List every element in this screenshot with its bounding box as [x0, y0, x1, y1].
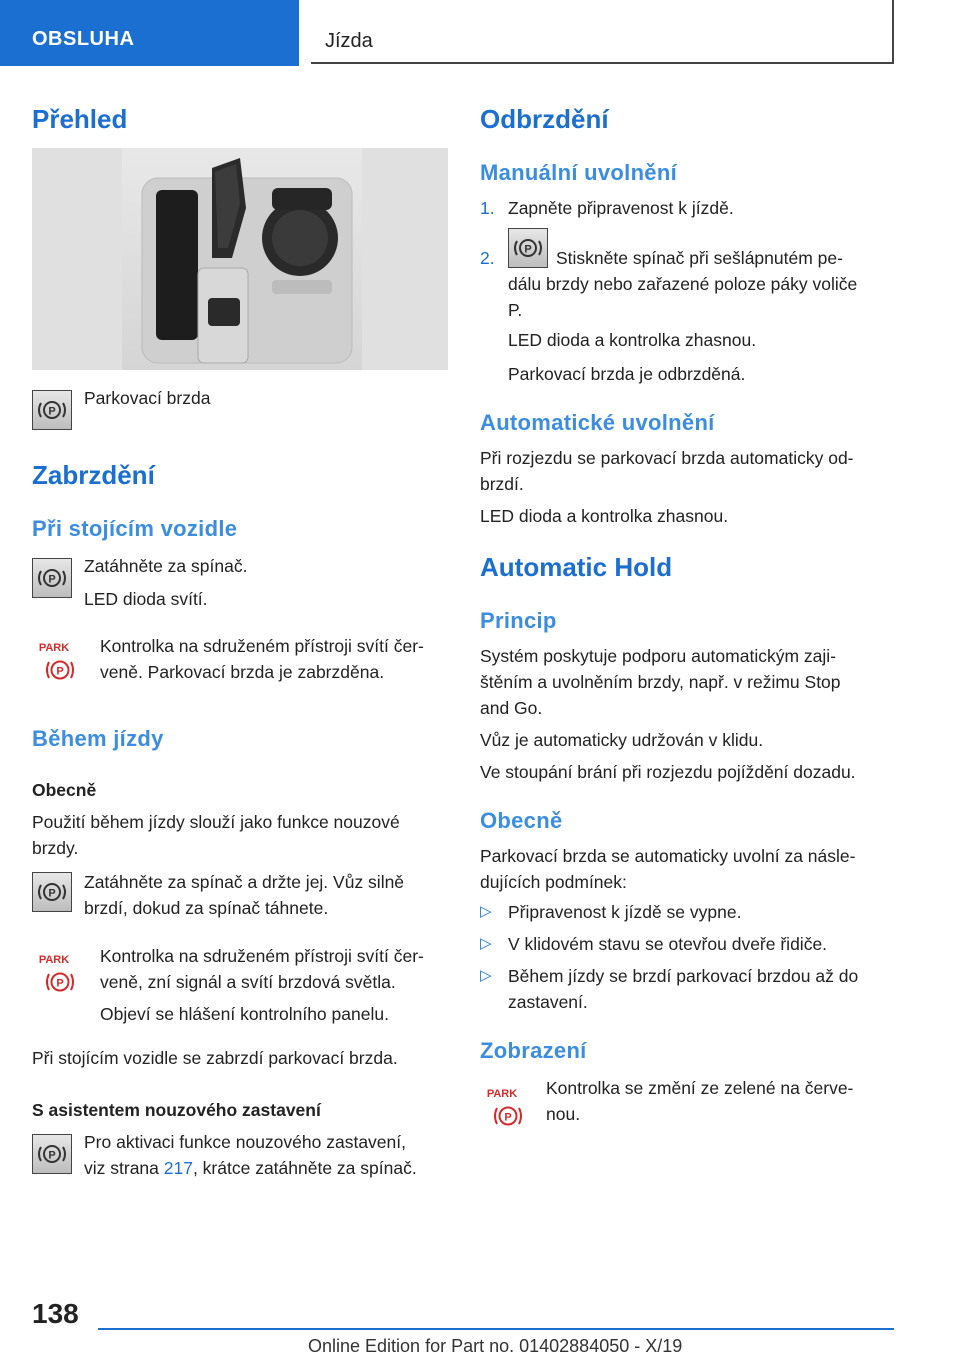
svg-text:P: P — [48, 405, 56, 418]
text: veně, zní signál a svítí brzdová světla. — [100, 972, 396, 992]
step-text: LED dioda a kontrolka zhasnou. — [508, 330, 757, 350]
bullet-icon: ▷ — [480, 967, 492, 984]
section-tab — [0, 0, 299, 66]
heading-manualni: Manuální uvolnění — [480, 160, 677, 185]
list-item: Připravenost k jízdě se vypne. — [508, 902, 742, 922]
text: Kontrolka se změní ze zelené na červe- — [546, 1078, 854, 1098]
text: brzdy. — [32, 838, 79, 858]
parking-brake-switch-icon — [32, 1134, 72, 1174]
text: LED dioda svítí. — [84, 589, 208, 609]
text: Zatáhněte za spínač a držte jej. Vůz silně — [84, 872, 405, 892]
svg-text:PARK: PARK — [38, 954, 70, 966]
text: Vůz je automaticky udržován v klidu. — [480, 730, 764, 750]
step-text: Parkovací brzda je odbrzděná. — [508, 364, 746, 384]
heading-zobrazeni: Zobrazení — [480, 1038, 587, 1063]
bullet-icon: ▷ — [480, 903, 492, 920]
bullet-icon: ▷ — [480, 935, 492, 952]
parking-brake-switch-icon — [32, 558, 72, 598]
heading-zabrzdeni: Zabrzdění — [32, 460, 155, 490]
text: brzdí. — [480, 474, 524, 494]
text: viz strana — [84, 1158, 164, 1178]
footer-divider — [98, 1328, 894, 1330]
page-number: 138 — [32, 1298, 79, 1329]
park-warning-icon — [34, 952, 80, 998]
heading-behem-jizdy: Během jízdy — [32, 726, 164, 751]
step-text: P. — [508, 300, 523, 320]
step-text: dálu brzdy nebo zařazené poloze páky voliče — [508, 274, 858, 294]
svg-text:PARK: PARK — [486, 1088, 518, 1100]
heading-obecne: Obecně — [480, 808, 563, 833]
step-text: Zapněte připravenost k jízdě. — [508, 198, 734, 218]
text: Objeví se hlášení kontrolního panelu. — [100, 1004, 389, 1024]
svg-text:P: P — [48, 1149, 56, 1162]
text: Pro aktivaci funkce nouzového zastavení, — [84, 1132, 406, 1152]
step-number: 1. — [480, 198, 495, 218]
svg-text:P: P — [48, 887, 56, 900]
text: and Go. — [480, 698, 543, 718]
text: nou. — [546, 1104, 581, 1124]
parking-brake-switch-icon — [32, 872, 72, 912]
list-item: V klidovém stavu se otevřou dveře řidiče. — [508, 934, 828, 954]
text: Systém poskytuje podporu automatickým zaji- — [480, 646, 836, 666]
step-text: Stiskněte spínač při sešlápnutém pe- — [556, 248, 843, 268]
chapter-header — [311, 0, 894, 64]
subheading-obecne: Obecně — [32, 780, 97, 800]
svg-text:P: P — [48, 573, 56, 586]
text: LED dioda a kontrolka zhasnou. — [480, 506, 729, 526]
text: Parkovací brzda se automaticky uvolní za násle- — [480, 846, 856, 866]
text: Použití během jízdy slouží jako funkce nouzové — [32, 812, 400, 832]
heading-princip: Princip — [480, 608, 557, 633]
section-title: OBSLUHA — [32, 28, 135, 50]
footer-edition: Online Edition for Part no. 01402884050 - X/19 — [308, 1336, 683, 1356]
park-warning-icon — [482, 1086, 528, 1132]
parking-brake-switch-icon — [32, 390, 72, 430]
park-warning-icon — [34, 640, 80, 686]
svg-text:P: P — [56, 665, 64, 678]
text: Kontrolka na sdruženém přístroji svítí čer- — [100, 636, 424, 656]
heading-prehled: Přehled — [32, 104, 128, 134]
list-item: zastavení. — [508, 992, 588, 1012]
text: dujících podmínek: — [480, 872, 627, 892]
heading-automaticke: Automatické uvolnění — [480, 410, 715, 435]
text: Zatáhněte za spínač. — [84, 556, 248, 576]
text-with-link — [84, 1154, 417, 1182]
svg-text:P: P — [524, 243, 532, 256]
chapter-title: Jízda — [325, 30, 373, 52]
list-item: Během jízdy se brzdí parkovací brzdou až do — [508, 966, 859, 986]
text: Kontrolka na sdruženém přístroji svítí čer- — [100, 946, 424, 966]
step-number: 2. — [480, 248, 495, 268]
heading-automatic-hold: Automatic Hold — [480, 552, 673, 582]
parking-brake-photo — [32, 148, 448, 370]
text: brzdí, dokud za spínač táhnete. — [84, 898, 329, 918]
page-link-217[interactable]: 217 — [163, 1158, 193, 1178]
text: Při stojícím vozidle se zabrzdí parkovací brzda. — [32, 1048, 398, 1068]
heading-pri-stojicim: Při stojícím vozidle — [32, 516, 238, 541]
svg-text:P: P — [56, 977, 64, 990]
text: , krátce zatáhněte za spínač. — [192, 1158, 417, 1178]
parking-brake-switch-icon — [508, 228, 548, 268]
svg-text:PARK: PARK — [38, 642, 70, 654]
text: veně. Parkovací brzda je zabrzděna. — [100, 662, 385, 682]
subheading-asistent: S asistentem nouzového zastavení — [32, 1100, 321, 1120]
text: štěním a uvolněním brzdy, např. v režimu Stop — [480, 672, 841, 692]
photo-caption: Parkovací brzda — [84, 388, 211, 408]
svg-text:P: P — [504, 1111, 512, 1124]
text: Při rozjezdu se parkovací brzda automaticky od- — [480, 448, 854, 468]
heading-odbrzdeni: Odbrzdění — [480, 104, 609, 134]
text: Ve stoupání brání při rozjezdu pojíždění dozadu. — [480, 762, 856, 782]
